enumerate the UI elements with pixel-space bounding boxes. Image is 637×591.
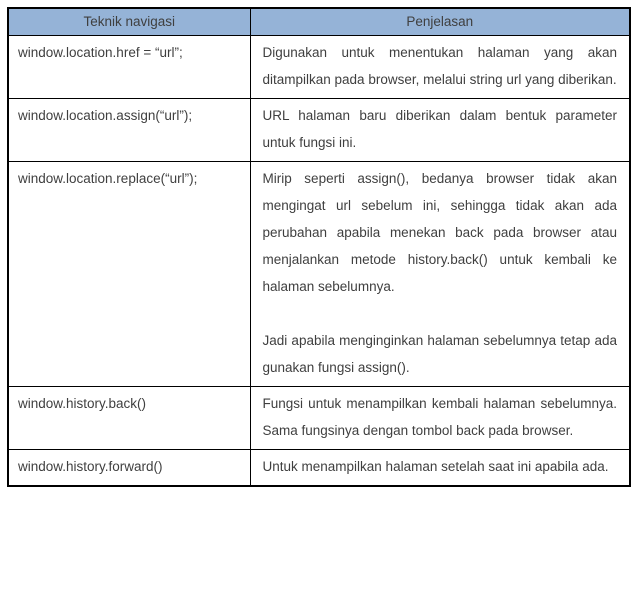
penjelasan-cell [250, 387, 630, 450]
penjelasan-paragraph: Jadi apabila menginginkan halaman sebelumnya tetap ada gunakan fungsi assign(). [262, 333, 617, 375]
table-row [8, 36, 630, 99]
column-header-penjelasan: Penjelasan [250, 8, 630, 36]
column-header-teknik-navigasi: Teknik navigasi [8, 8, 250, 36]
table-row [8, 387, 630, 450]
teknik-cell: window.history.forward() [8, 450, 250, 487]
table-row [8, 450, 630, 487]
penjelasan-paragraph: Untuk menampilkan halaman setelah saat ini apabila ada. [262, 459, 609, 474]
penjelasan-cell [250, 162, 630, 387]
penjelasan-paragraph: URL halaman baru diberikan dalam bentuk parameter untuk fungsi ini. [262, 108, 617, 150]
teknik-cell: window.location.href = “url”; [8, 36, 250, 99]
teknik-cell: window.history.back() [8, 387, 250, 450]
penjelasan-paragraph: Mirip seperti assign(), bedanya browser tidak akan mengingat url sebelum ini, sehingga tidak akan ada perubahan apabila menekan back pada browser atau menjalankan metode history.back() untuk kembali ke halaman sebelumnya. [262, 171, 617, 294]
table-header-row [8, 8, 630, 36]
navigation-techniques-table [7, 7, 631, 487]
penjelasan-cell [250, 36, 630, 99]
table-row [8, 162, 630, 387]
penjelasan-paragraph: Digunakan untuk menentukan halaman yang akan ditampilkan pada browser, melalui string url yang diberikan. [262, 45, 617, 87]
teknik-cell: window.location.assign(“url”); [8, 99, 250, 162]
penjelasan-paragraph: Fungsi untuk menampilkan kembali halaman sebelumnya. Sama fungsinya dengan tombol back pada browser. [262, 396, 617, 438]
teknik-cell: window.location.replace(“url”); [8, 162, 250, 387]
penjelasan-cell [250, 450, 630, 487]
penjelasan-cell [250, 99, 630, 162]
table-row [8, 99, 630, 162]
